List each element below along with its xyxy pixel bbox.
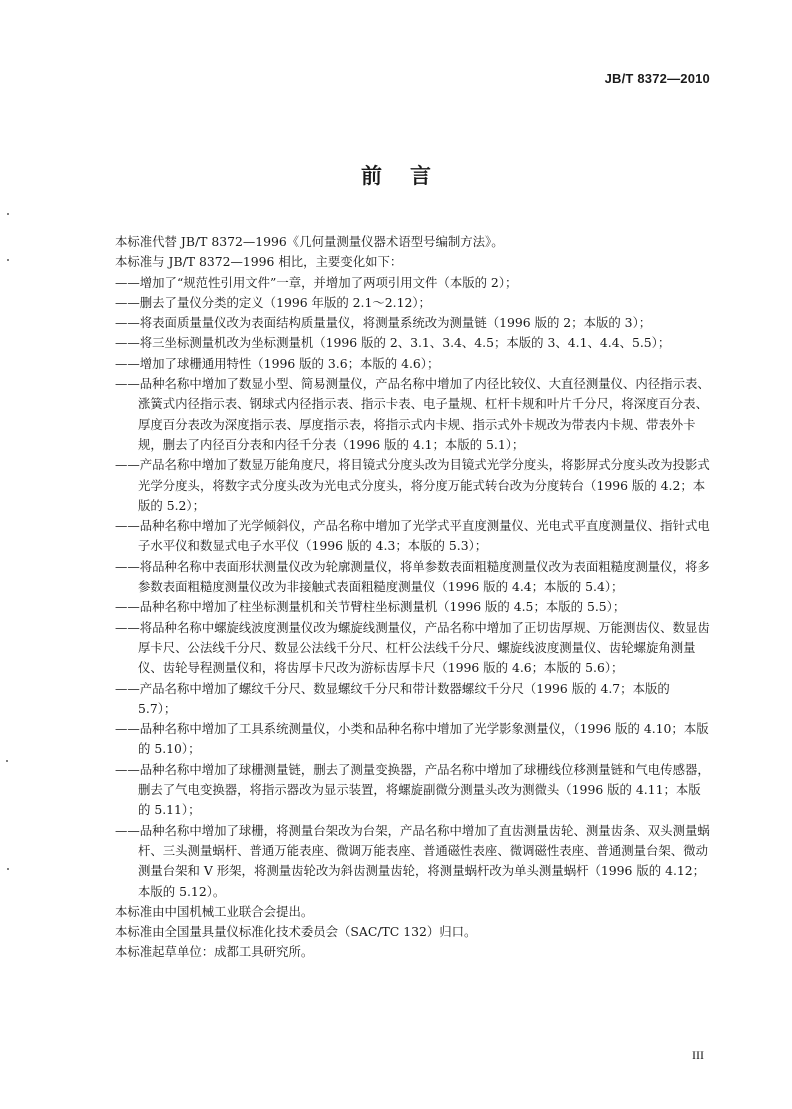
change-item: ——品种名称中增加了柱坐标测量机和关节臂柱坐标测量机（1996 版的 4.5；本版的 5.5）； — [115, 599, 626, 615]
change-item: ——将品种名称中表面形状测量仪改为轮廓测量仪，将单参数表面粗糙度测量仪改为表面粗糙度测量仪，将多参数表面粗糙度测量仪改为非接触式表面粗糙度测量仪（1996 版的 4.4；本版的 5.4）； — [115, 558, 710, 595]
scan-speck — [7, 259, 9, 261]
change-item: ——增加了“规范性引用文件”一章，并增加了两项引用文件（本版的 2）； — [115, 274, 518, 290]
scan-speck — [6, 760, 8, 762]
change-item: ——将表面质量量仪改为表面结构质量量仪，将测量系统改为测量链（1996 版的 2；本版的 3）； — [115, 315, 652, 331]
change-item: ——品种名称中增加了工具系统测量仪，小类和品种名称中增加了光学影象测量仪，（1996 版的 4.10；本版的 5.10）； — [115, 721, 709, 757]
administered-by: 本标准由全国量具量仪标准化技术委员会（SAC/TC 132）归口。 — [115, 924, 477, 940]
page-number: III — [692, 1048, 704, 1062]
change-item: ——增加了球栅通用特性（1996 版的 3.6；本版的 4.6）； — [115, 355, 440, 371]
change-item: ——将三坐标测量机改为坐标测量机（1996 版的 2、3.1、3.4、4.5；本版的 3、4.1、4.4、5.5）； — [115, 335, 671, 351]
change-item: ——品种名称中增加了光学倾斜仪，产品名称中增加了光学式平直度测量仪、光电式平直度测量仪、指针式电子水平仪和数显式电子水平仪（1996 版的 4.3；本版的 5.3）； — [115, 518, 710, 554]
document-body — [115, 232, 711, 963]
change-item: ——产品名称中增加了数显万能角度尺，将目镜式分度头改为目镜式光学分度头，将影屏式分度头改为投影式光学分度头，将数字式分度头改为光电式分度头，将分度万能式转台改为分度转台（1996 版的 4.2；本版的 5.2）； — [115, 457, 710, 513]
page-title: 前言 — [361, 164, 459, 188]
change-item: ——品种名称中增加了球栅，将测量台架改为台架，产品名称中增加了直齿测量齿轮、测量齿条、双头测量蜗杆、三头测量蜗杆、普通万能表座、微调万能表座、普通磁性表座、微调磁性表座、普通测量台架、微动测量台架和 V 形架，将测量齿轮改为斜齿测量齿轮，将测量蜗杆改为单头测量蜗杆（1996 版的 4.12；本版的 5.12）。 — [115, 822, 710, 899]
change-item: ——将品种名称中螺旋线波度测量仪改为螺旋线测量仪，产品名称中增加了正切齿厚规、万能测齿仪、数显齿厚卡尺、公法线千分尺、数显公法线千分尺、杠杆公法线千分尺、螺旋线波度测量仪、齿轮螺旋角测量仪、齿轮导程测量仪和，将齿厚卡尺改为游标齿厚卡尺（1996 版的 4.6；本版的 5.6）； — [115, 619, 710, 676]
change-item: ——品种名称中增加了数显小型、简易测量仪，产品名称中增加了内径比较仪、大直径测量仪、内径指示表、涨簧式内径指示表、钢球式内径指示表、指示卡表、电子量规、杠杆卡规和叶片千分尺，将深度百分表、厚度百分表改为深度指示表、厚度指示表，将指示式内卡规、指示式外卡规改为带表内卡规、带表外卡规，删去了内径百分表和内径千分表（1996 版的 4.1；本版的 5.1）； — [115, 376, 710, 452]
paragraph-changes-intro: 本标准与 JB/T 8372—1996 相比，主要变化如下： — [115, 254, 403, 270]
change-item: ——品种名称中增加了球栅测量链，删去了测量变换器，产品名称中增加了球栅线位移测量链和气电传感器，删去了气电变换器，将指示器改为显示装置，将螺旋副微分测量头改为测微头（1996 版的 4.11；本版的 5.11）； — [115, 761, 710, 818]
proposed-by: 本标准由中国机械工业联合会提出。 — [115, 903, 314, 919]
drafting-unit: 本标准起草单位：成都工具研究所。 — [115, 944, 314, 960]
paragraph-replaces: 本标准代替 JB/T 8372—1996《几何量测量仪器术语型号编制方法》。 — [115, 234, 504, 249]
change-item: ——产品名称中增加了螺纹千分尺、数显螺纹千分尺和带计数器螺纹千分尺（1996 版的 4.7；本版的 5.7）； — [115, 680, 670, 716]
scan-speck — [7, 213, 9, 215]
scan-speck — [7, 868, 9, 870]
standard-code: JB/T 8372—2010 — [604, 71, 710, 86]
change-item: ——删去了量仪分类的定义（1996 年版的 2.1～2.12）； — [115, 294, 431, 310]
